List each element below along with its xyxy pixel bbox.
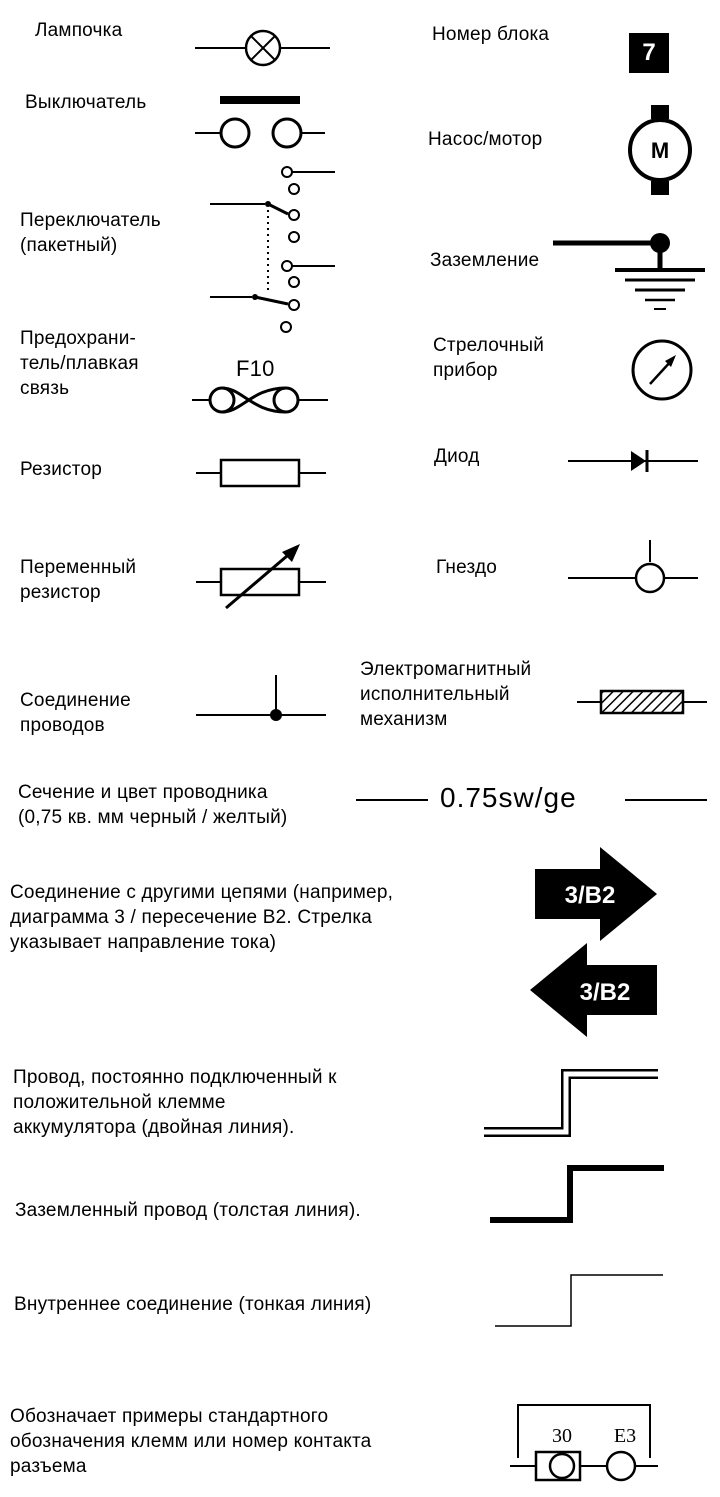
wire-section-line-left bbox=[356, 798, 428, 802]
label-ground: Заземление bbox=[430, 250, 540, 271]
fuse-code-label: F10 bbox=[236, 356, 275, 381]
switch-symbol bbox=[195, 93, 330, 158]
label-variable-resistor: Переменный резистор bbox=[20, 557, 137, 603]
fuse-symbol bbox=[192, 382, 332, 418]
label-solenoid: Электромагнитный исполнительный механизм bbox=[360, 659, 532, 730]
label-selector-switch: Переключатель (пакетный) bbox=[20, 210, 161, 256]
label-lamp: Лампочка bbox=[35, 20, 123, 41]
motor-letter: M bbox=[650, 138, 670, 163]
label-battery-wire: Провод, постоянно подключенный к положительной клемме аккумулятора (двойная линия). bbox=[13, 1067, 337, 1138]
variable-resistor-symbol bbox=[196, 540, 328, 612]
wire-section-line-right bbox=[625, 798, 707, 802]
terminal-right-label: E3 bbox=[613, 1425, 637, 1447]
circuit-link-code-right: 3/B2 bbox=[564, 882, 616, 909]
label-wire-junction: Соединение проводов bbox=[20, 690, 131, 736]
wire-section-code: 0.75sw/ge bbox=[440, 782, 577, 813]
wire-junction-symbol bbox=[196, 675, 328, 725]
circuit-link-arrow-left bbox=[530, 943, 660, 1038]
label-pump-motor: Насос/мотор bbox=[428, 129, 543, 150]
label-internal-wire: Внутреннее соединение (тонкая линия) bbox=[14, 1294, 372, 1315]
circuit-link-code-left: 3/B2 bbox=[579, 979, 631, 1006]
socket-symbol bbox=[568, 540, 700, 600]
solenoid-symbol bbox=[577, 687, 709, 717]
label-socket: Гнездо bbox=[436, 557, 498, 578]
ground-wire-symbol bbox=[488, 1162, 666, 1228]
label-gauge: Стрелочный прибор bbox=[433, 335, 545, 381]
label-wire-section: Сечение и цвет проводника (0,75 кв. мм черный / желтый) bbox=[18, 782, 288, 828]
diode-symbol bbox=[568, 448, 700, 474]
ground-symbol bbox=[553, 228, 713, 318]
gauge-symbol bbox=[630, 338, 694, 402]
label-resistor: Резистор bbox=[20, 459, 103, 480]
label-circuit-link: Соединение с другими цепями (например, диаграмма 3 / пересечение В2. Стрелка указывает направление тока) bbox=[10, 882, 394, 953]
label-diode: Диод bbox=[434, 446, 480, 467]
label-switch: Выключатель bbox=[25, 92, 147, 113]
battery-wire-symbol bbox=[482, 1068, 662, 1138]
terminal-symbol bbox=[510, 1400, 660, 1485]
motor-symbol bbox=[625, 105, 695, 195]
resistor-symbol bbox=[196, 458, 328, 488]
lamp-symbol bbox=[195, 28, 330, 68]
selector-switch-symbol bbox=[210, 162, 340, 337]
block-number-badge: 7 bbox=[629, 33, 669, 73]
circuit-link-arrow-right bbox=[535, 847, 660, 942]
label-block-number: Номер блока bbox=[432, 24, 550, 45]
internal-wire-symbol bbox=[493, 1270, 665, 1332]
label-fuse: Предохрани- тель/плавкая связь bbox=[20, 328, 139, 399]
label-terminal: Обозначает примеры стандартного обозначения клемм или номер контакта разъема bbox=[10, 1406, 372, 1477]
label-ground-wire: Заземленный провод (толстая линия). bbox=[15, 1200, 361, 1221]
terminal-left-label: 30 bbox=[552, 1425, 572, 1447]
